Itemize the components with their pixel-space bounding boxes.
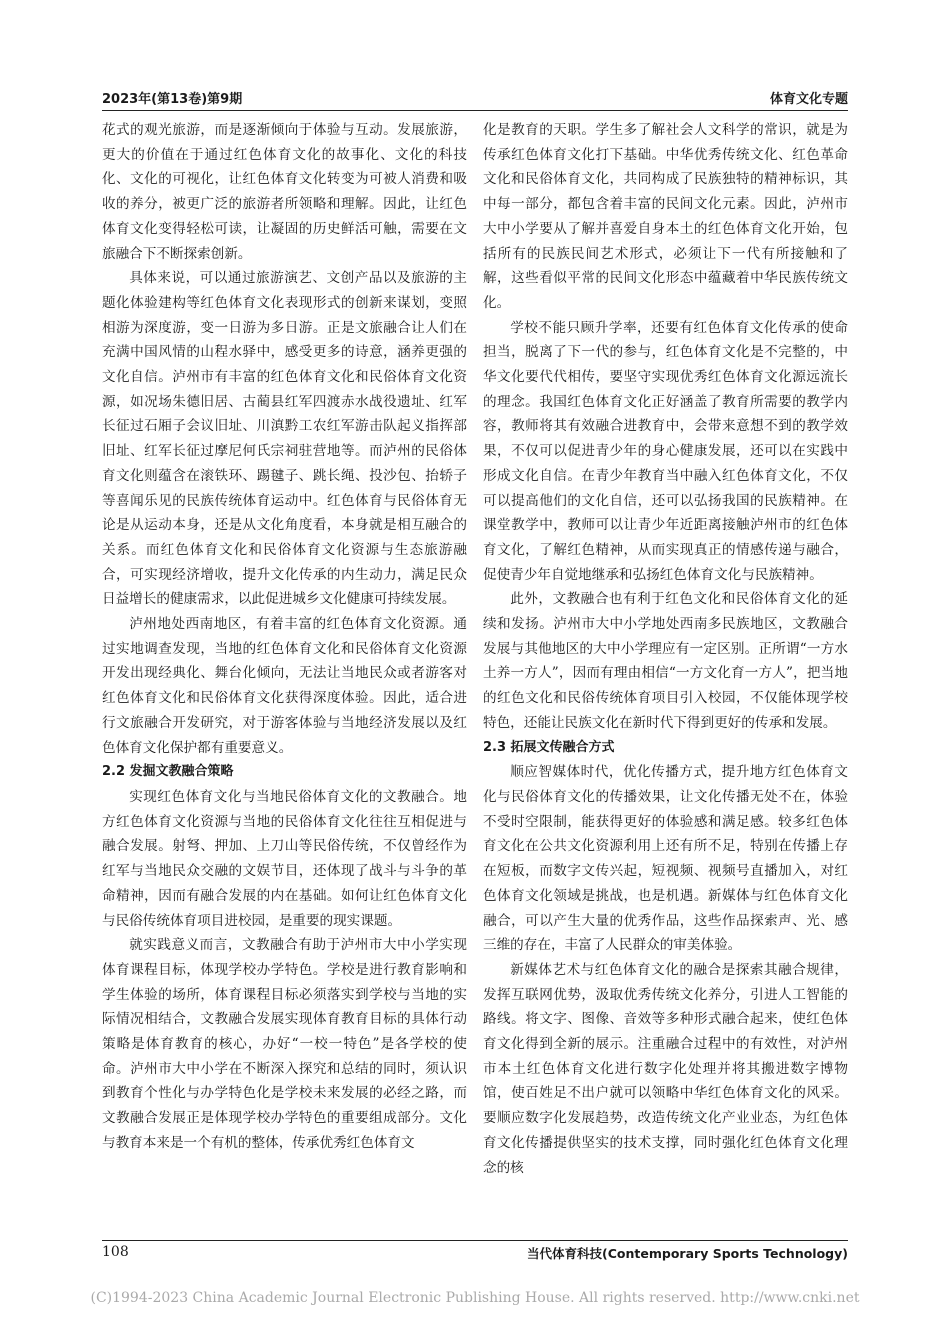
issue-label: 2023年(第13卷)第9期 bbox=[102, 92, 243, 107]
paragraph: 花式的观光旅游，而是逐渐倾向于体验与互动。发展旅游，更大的价值在于通过红色体育文化的故事化、文化的科技化、文化的可视化，让红色体育文化转变为可被人消费和吸收的养分，被更广泛的旅游者所领略和理解。因此，让红色体育文化变得轻松可读，让凝固的历史鲜活可触，需要在文旅融合下不断探索创新。 bbox=[102, 122, 467, 262]
section-heading-2-2: 2.2 发掘文教融合策略 bbox=[102, 764, 234, 780]
right-column bbox=[483, 118, 848, 1180]
section-heading-2-3: 2.3 拓展文传融合方式 bbox=[483, 739, 615, 755]
paragraph: 就实践意义而言，文教融合有助于泸州市大中小学实现体育课程目标，体现学校办学特色。学校是进行教育影响和学生体验的场所，体育课程目标必须落实到学校与当地的实际情况相结合，文教融合发展实现体育教育目标的具体行动策略是体育教育的核心，办好“一校一特色”是各学校的使命。泸州市大中小学在不断深入探究和总结的同时，须认识到教育个性化与办学特色化是学校未来发展的必经之路，而文教融合发展正是体现学校办学特色的重要组成部分。文化与教育本来是一个有机的整体，传承优秀红色体育文 bbox=[102, 937, 467, 1151]
journal-name: 当代体育科技(Contemporary Sports Technology) bbox=[527, 1246, 848, 1261]
header-rule bbox=[102, 110, 848, 111]
running-header bbox=[102, 88, 848, 110]
page-number: 108 bbox=[102, 1244, 129, 1260]
paragraph: 新媒体艺术与红色体育文化的融合是探索其融合规律，发挥互联网优势，汲取优秀传统文化养分，引进人工智能的路线。将文字、图像、音效等多种形式融合起来，使红色体育文化得到全新的展示。注重融合过程中的有效性，对泸州市本土红色体育文化进行数字化处理并将其搬进数字博物馆，使百姓足不出户就可以领略中华红色体育文化的风采。要顺应数字化发展趋势，改造传统文化产业业态，为红色体育文化传播提供坚实的技术支撑，同时强化红色体育文化理念的核 bbox=[483, 961, 848, 1176]
paragraph: 此外，文教融合也有利于红色文化和民俗体育文化的延续和发扬。泸州市大中小学地处西南多民族地区，文教融合发展与其他地区的大中小学理应有一定区别。正所谓“一方水土养一方人”，因而有理由相信“一方文化育一方人”，把当地的红色文化和民俗传统体育项目引入校园，不仅能体现学校特色，还能让民族文化在新时代下得到更好的传承和发展。 bbox=[483, 591, 848, 731]
section-label: 体育文化专题 bbox=[769, 92, 848, 107]
footer-rule bbox=[102, 1240, 848, 1241]
paragraph: 实现红色体育文化与当地民俗体育文化的文教融合。地方红色体育文化资源与当地的民俗体育文化往往互相促进与融合发展。射弩、押加、上刀山等民俗传统，不仅曾经作为红军与当地民众交融的文娱节目，还体现了战斗与斗争的革命精神，因而有融合发展的内在基础。如何让红色体育文化与民俗传统体育项目进校园，是重要的现实课题。 bbox=[102, 788, 467, 929]
paragraph: 学校不能只顾升学率，还要有红色体育文化传承的使命担当，脱离了下一代的参与，红色体育文化是不完整的，中华文化要代代相传，要坚守实现优秀红色体育文化源远流长的理念。我国红色体育文化正好涵盖了教育所需要的教学内容，教师将其有效融合进教育中，会带来意想不到的教学效果，不仅可以促进青少年的身心健康发展，还可以在实践中形成文化自信。在青少年教育当中融入红色体育文化，不仅可以提高他们的文化自信，还可以弘扬我国的民族精神。在课堂教学中，教师可以让青少年近距离接触泸州市的红色体育文化，了解红色精神，从而实现真正的情感传递与融合，促使青少年自觉地继承和弘扬红色体育文化与民族精神。 bbox=[483, 319, 848, 583]
left-column bbox=[102, 118, 467, 1156]
paragraph: 顺应智媒体时代，优化传播方式，提升地方红色体育文化与民俗体育文化的传播效果，让文化传播无处不在，体验不受时空限制，能获得更好的体验感和满足感。较多红色体育文化在公共文化资源利用上还有所不足，特别在传播上存在短板，而数字文传兴起，短视频、视频号直播加入，对红色体育文化领域是挑战，也是机遇。新媒体与红色体育文化融合，可以产生大量的优秀作品，这些作品探索声、光、感三维的存在，丰富了人民群众的审美体验。 bbox=[483, 764, 848, 954]
paragraph: 泸州地处西南地区，有着丰富的红色体育文化资源。通过实地调查发现，当地的红色体育文化和民俗体育文化资源开发出现经典化、舞台化倾向，无法让当地民众或者游客对红色体育文化和民俗体育文化获得深度体验。因此，适合进行文旅融合开发研究，对于游客体验与当地经济发展以及红色体育文化保护都有重要意义。 bbox=[102, 616, 467, 756]
paragraph: 具体来说，可以通过旅游演艺、文创产品以及旅游的主题化体验建构等红色体育文化表现形式的创新来谋划，变照相游为深度游，变一日游为多日游。正是文旅融合让人们在充满中国风情的山程水驿中，感受更多的诗意，涵养更强的文化自信。泸州市有丰富的红色体育文化和民俗体育文化资源，如况场朱德旧居、古蔺县红军四渡赤水战役遗址、红军长征过石厢子会议旧址、川滇黔工农红军游击队起义指挥部旧址、红军长征过摩尼何氏宗祠驻营地等。而泸州的民俗体育文化则蕴含在滚铁环、踢毽子、跳长绳、投沙包、抬轿子等喜闻乐见的民族传统体育运动中。红色体育与民俗体育无论是从运动本身，还是从文化角度看，本身就是相互融合的关系。而红色体育文化和民俗体育文化资源与生态旅游融合，可实现经济增收，提升文化传承的内生动力，满足民众日益增长的健康需求，以此促进城乡文化健康可持续发展。 bbox=[102, 270, 467, 608]
paragraph: 化是教育的天职。学生多了解社会人文科学的常识，就是为传承红色体育文化打下基础。中华优秀传统文化、红色革命文化和民俗体育文化，共同构成了民族独特的精神标识，其中每一部分，都包含着丰富的民间文化元素。因此，泸州市大中小学要从了解并喜爱自身本土的红色体育文化开始，包括所有的民族民间艺术形式，必须让下一代有所接触和了解，这些看似平常的民间文化形态中蕴藏着中华民族传统文化。 bbox=[483, 122, 848, 311]
copyright-watermark: (C)1994-2023 China Academic Journal Electronic Publishing House. All rights reserved. http://www.cnki.net bbox=[90, 1290, 860, 1306]
